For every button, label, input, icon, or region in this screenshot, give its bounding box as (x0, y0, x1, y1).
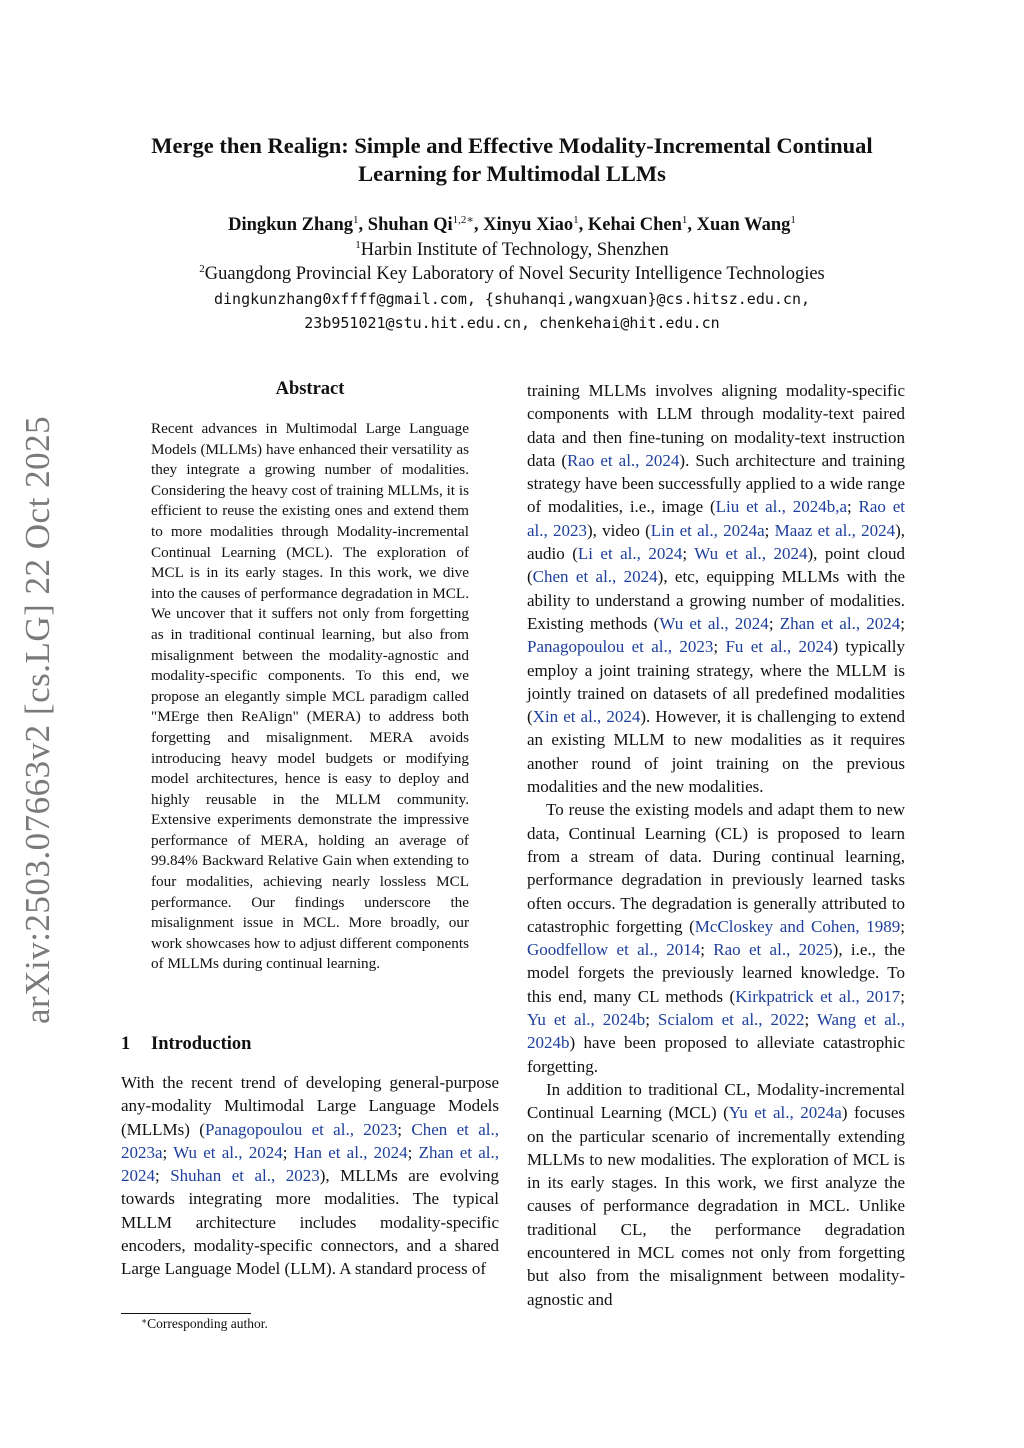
intro-paragraph-1-part-1 (121, 1071, 499, 1281)
citation-link[interactable]: Kirkpatrick et al., 2017 (735, 986, 901, 1006)
body-text: ) have been proposed to alleviate catastrophic forgetting. (527, 1033, 905, 1076)
abstract-body: Recent advances in Multimodal Large Language Models (MLLMs) have enhanced their versatility as they integrate a growing number of modalities. Considering the heavy cost of training MLLMs, it is efficient to reuse the existing ones and extend them to more modalities through Modality-incremental Continual Learning (MCL). The exploration of MCL is in its early stages. In this work, we dive into the causes of performance degradation in MCL. We uncover that it suffers not only from forgetting as in traditional continual learning, but also from misalignment between the modality-agnostic and modality-specific components. To this end, we propose an elegantly simple MCL paradigm called "MErge then ReAlign" (MERA) to address both forgetting and misalignment. MERA avoids introducing heavy model budgets or modifying model architectures, hence is easy to deploy and highly reusable in the MLLM community. Extensive experiments demonstrate the impressive performance of MERA, holding an average of 99.84% Backward Relative Gain when extending to four modalities, achieving nearly lossless MCL performance. Our findings underscore the misalignment issue in MCL. More broadly, our work showcases how to adjust different components of MLLMs during continual learning. (151, 420, 469, 973)
citation-link[interactable]: Yu et al., 2024a (728, 1103, 842, 1123)
body-text: ; (804, 1010, 817, 1030)
abstract-heading: Abstract (275, 379, 345, 399)
section-number: 1 (121, 1034, 131, 1054)
citation-link[interactable]: Wu et al., 2024 (694, 544, 808, 564)
affiliation-text: Harbin Institute of Technology, Shenzhen (360, 240, 669, 260)
author-name: Xuan Wang (696, 215, 791, 235)
body-text: ). Such architecture and training strategy have been successfully applied to a wide range of modalities, i.e., image ( (527, 450, 905, 517)
intro-column-left (121, 1071, 499, 1281)
body-text: ; (900, 613, 906, 633)
citation-link[interactable]: Yu et al., 2024b (527, 1010, 646, 1030)
author-list: Dingkun Zhang$^1$, Shuhan $Qi^{1,2∗}$, Xinyu Xiao$^1$, Kehai Chen$^1$, Xuan Wang$^1$ (228, 214, 796, 235)
body-text: ), video ( (587, 520, 651, 540)
citation-link[interactable]: Panagopoulou et al., 2023 (204, 1119, 398, 1139)
citation-link[interactable]: Xin et al., 2024 (532, 707, 641, 727)
body-text: ), etc, equipping MLLMs with the ability to understand a growing number of modalities. Existing methods ( (527, 567, 905, 633)
citation-link[interactable]: Liu et al., 2024b,a (715, 497, 847, 517)
affiliation-mark: 1 (355, 239, 361, 251)
paper-title (100, 132, 924, 188)
intro-column-right (527, 379, 905, 1311)
emails-line-1: dingkunzhang0xffff@gmail.com, {shuhanqi,wangxuan}@cs.hitsz.edu.cn, (213, 290, 811, 308)
intro-paragraph-2 (527, 798, 905, 1078)
body-text: ; (397, 1119, 412, 1139)
footnote-rule (121, 1313, 251, 1314)
citation-link[interactable]: Rao et al., 2025 (713, 940, 833, 960)
citation-link[interactable]: Wu et al., 2024 (659, 613, 769, 633)
body-text: ; (282, 1142, 294, 1162)
author-affiliation-mark: 1 (790, 214, 796, 226)
body-text: In addition to traditional CL, Modality-incremental Continual Learning (MCL) ( (527, 1079, 905, 1123)
body-text: ; (700, 940, 714, 960)
citation-link[interactable]: Chen et al., 2023a (121, 1119, 499, 1162)
author-affiliation-mark: 1 (353, 214, 359, 226)
body-text: ; (645, 1010, 658, 1030)
footnote (141, 1316, 268, 1332)
body-text: training MLLMs involves aligning modality-specific components with LLM through modality-text paired data and then fine-tuning on modality-text instruction data ( (527, 381, 905, 470)
title-line-1: Merge then Realign: Simple and Effective Modality-Incremental Continual (151, 133, 873, 158)
arxiv-identifier: arXiv:2503.07663v2 [cs.LG] 22 Oct 2025 (18, 415, 57, 1024)
body-text: ; (155, 1166, 171, 1186)
body-text: ) typically employ a joint training strategy, where the MLLM is jointly trained on datasets of all predefined modalities ( (527, 637, 905, 727)
body-text: ; (162, 1142, 174, 1162)
body-text: With the recent trend of developing general-purpose any-modality Multimodal Large Language Models (MLLMs) ( (121, 1073, 499, 1139)
footnote-mark: ∗ (141, 1316, 148, 1326)
body-text: ), MLLMs are evolving towards integrating more modalities. The typical MLLM architecture includes modality-specific encoders, modality-specific connectors, and a shared Large Language Model (LLM). A standard process of (121, 1166, 499, 1279)
affiliation-2 (100, 262, 924, 286)
body-text: ; (900, 916, 905, 936)
affiliation-1 (100, 238, 924, 262)
citation-link[interactable]: Shuhan et al., 2023 (170, 1166, 320, 1186)
body-text: ), point cloud ( (527, 544, 905, 587)
body-text: ) focuses on the particular scenario of incrementally extending MLLMs to new modalities. The exploration of MCL is in its early stages. In this work, we first analyze the causes of performance degradation in MCL. Unlike traditional CL, the performance degradation encountered in MCL comes not only from forgetting but also from the misalignment between modality-agnostic and (527, 1103, 905, 1309)
body-text: ; (768, 613, 780, 633)
citation-link[interactable]: Li et al., 2024 (577, 544, 683, 564)
citation-link[interactable]: Wu et al., 2024 (173, 1142, 283, 1162)
author-name: Dingkun Zhang (228, 215, 354, 235)
citation-link[interactable]: Fu et al., 2024 (725, 637, 833, 657)
citation-link[interactable]: Panagopoulou et al., 2023 (527, 637, 714, 657)
author-name: Xinyu Xiao (483, 215, 574, 235)
title-line-2: Learning for Multimodal LLMs (358, 161, 666, 186)
citation-link[interactable]: Scialom et al., 2022 (657, 1010, 805, 1030)
body-text: ; (713, 637, 726, 657)
body-text: ; (407, 1142, 419, 1162)
citation-link[interactable]: Rao et al., 2024 (566, 450, 680, 470)
body-text: To reuse the existing models and adapt them to new data, Continual Learning (CL) is proposed to learn from a stream of data. During continual learning, performance degradation in previously learned tasks often occurs. The degradation is generally attributed to catastrophic forgetting ( (527, 800, 905, 936)
body-text: ; (900, 986, 905, 1006)
citation-link[interactable]: Chen et al., 2024 (532, 567, 658, 587)
body-text: ), i.e., the model forgets the previously learned knowledge. To this end, many CL methods ( (527, 940, 905, 1006)
section-heading (121, 1034, 251, 1055)
body-text: ), audio ( (527, 520, 905, 564)
author-name: Shuhan Qi (367, 215, 453, 235)
intro-paragraph-3 (527, 1078, 905, 1311)
author-affiliation-mark: 1 (573, 214, 579, 226)
citation-link[interactable]: Zhan et al., 2024 (779, 613, 901, 633)
emails-line-2: 23b951021@stu.hit.edu.cn, chenkehai@hit.edu.cn (304, 314, 720, 332)
citation-link[interactable]: Rao et al., 2023 (527, 497, 905, 540)
affiliation-mark: 2 (199, 263, 205, 275)
citation-link[interactable]: Zhan et al., 2024 (121, 1142, 499, 1186)
author-affiliation-mark: 1 (681, 214, 688, 226)
author-affiliation-mark: 1,2∗ (452, 214, 474, 226)
body-text: ). However, it is challenging to extend an existing MLLM to new modalities as it requires another round of joint training on the previous modalities and the new modalities. (527, 707, 905, 797)
citation-link[interactable]: McCloskey and Cohen, 1989 (694, 916, 901, 936)
affiliation-text: Guangdong Provincial Key Laboratory of Novel Security Intelligence Technologies (204, 264, 825, 284)
citation-link[interactable]: Lin et al., 2024a (650, 520, 765, 540)
citation-link[interactable]: Goodfellow et al., 2014 (527, 940, 701, 960)
citation-link[interactable]: Maaz et al., 2024 (774, 520, 896, 540)
citation-link[interactable]: Wang et al., 2024b (527, 1010, 905, 1053)
section-title: Introduction (151, 1034, 252, 1054)
footnote-text: Corresponding author. (147, 1316, 268, 1331)
body-text: ; (764, 520, 775, 540)
author-name: Kehai Chen (587, 215, 682, 235)
body-text: ; (847, 497, 859, 517)
body-text: ; (682, 544, 695, 564)
intro-paragraph-1-part-2 (527, 379, 905, 798)
citation-link[interactable]: Han et al., 2024 (293, 1142, 408, 1162)
